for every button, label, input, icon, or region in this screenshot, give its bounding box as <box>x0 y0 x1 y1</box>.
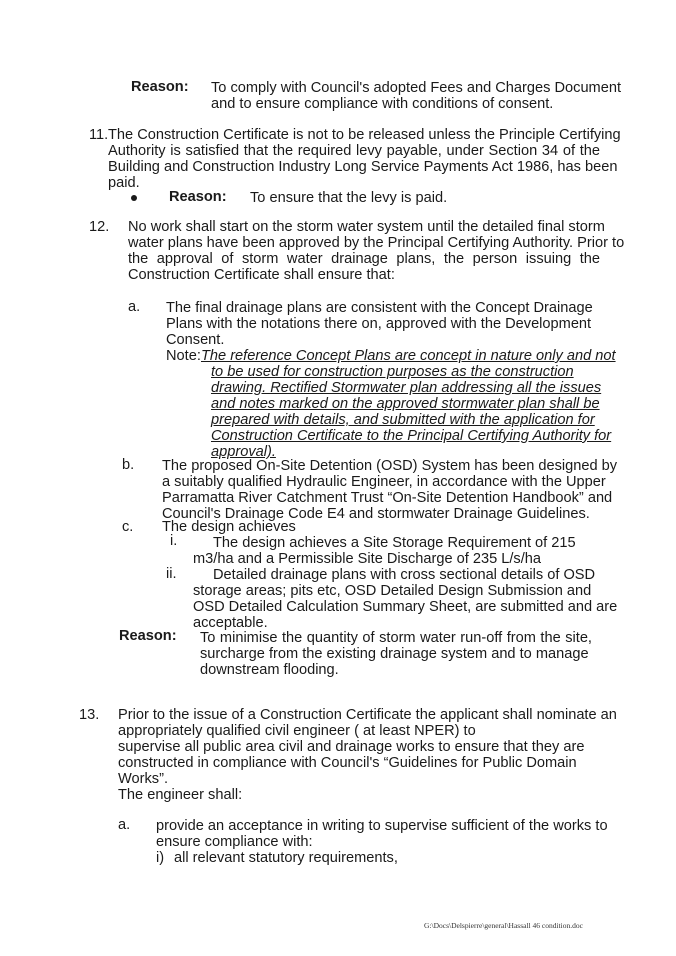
note-text: approval). <box>211 444 276 460</box>
condition-text: The engineer shall: <box>118 787 243 803</box>
reason-label: Reason: <box>119 628 177 644</box>
sub-item-label: i. <box>170 533 178 549</box>
item-text: The design achieves <box>162 519 296 535</box>
condition-text: Prior to the issue of a Construction Certificate the applicant shall nominate an <box>118 707 617 723</box>
item-letter: c. <box>122 519 134 535</box>
reason-label: Reason: <box>131 79 189 95</box>
item-text: The final drainage plans are consistent with the Concept Drainage <box>166 300 593 316</box>
item-text: Council's Drainage Code E4 and stormwater Drainage Guidelines. <box>162 506 590 522</box>
condition-text: supervise all public area civil and drainage works to ensure that they are <box>118 739 585 755</box>
item-letter: b. <box>122 457 135 473</box>
note-label: Note: <box>166 348 201 364</box>
footer-file-path: G:\Docs\Delspierre\general\Hassall 46 condition.doc <box>424 921 583 930</box>
reason-text: and to ensure compliance with conditions of consent. <box>211 96 554 112</box>
reason-text: surcharge from the existing drainage system and to manage <box>200 646 589 662</box>
item-text: provide an acceptance in writing to supervise sufficient of the works to <box>156 818 608 834</box>
sub-item-text: OSD Detailed Calculation Summary Sheet, are submitted and are <box>193 599 618 615</box>
note-text: Construction Certificate to the Principal Certifying Authority for <box>211 428 612 444</box>
condition-text: paid. <box>108 175 140 191</box>
condition-text: Authority is satisfied that the required levy payable, under Section 34 of the <box>108 143 600 159</box>
note-text: to be used for construction purposes as the construction <box>211 364 574 380</box>
condition-number: 11. <box>89 127 109 143</box>
sub-item-label: i) <box>156 850 165 866</box>
condition-text: The Construction Certificate is not to be released unless the Principle Certifying <box>108 127 621 143</box>
condition-text: water plans have been approved by the Principal Certifying Authority. Prior to <box>128 235 625 251</box>
sub-item-text: Detailed drainage plans with cross sectional details of OSD <box>213 567 596 583</box>
reason-text: To minimise the quantity of storm water run-off from the site, <box>200 630 592 646</box>
item-text: Plans with the notations there on, approved with the Development <box>166 316 592 332</box>
condition-text: the approval of storm water drainage plans, the person issuing the <box>128 251 600 267</box>
reason-text: To comply with Council's adopted Fees and Charges Document <box>211 80 621 96</box>
item-letter: a. <box>118 817 131 833</box>
condition-text: Works”. <box>118 771 168 787</box>
condition-text: No work shall start on the storm water system until the detailed final storm <box>128 219 605 235</box>
sub-item-text: The design achieves a Site Storage Requirement of 215 <box>213 535 576 551</box>
note-text: drawing. Rectified Stormwater plan addressing all the issues <box>211 380 602 396</box>
item-letter: a. <box>128 299 141 315</box>
bullet-icon <box>131 195 137 201</box>
condition-text: appropriately qualified civil engineer ( at least NPER) to <box>118 723 476 739</box>
sub-item-text: all relevant statutory requirements, <box>174 850 398 866</box>
sub-item-text: acceptable. <box>193 615 268 631</box>
condition-text: Construction Certificate shall ensure that: <box>128 267 395 283</box>
item-text: a suitably qualified Hydraulic Engineer, in accordance with the Upper <box>162 474 606 490</box>
note-text: prepared with details, and submitted with the application for <box>211 412 595 428</box>
note-text: and notes marked on the approved stormwater plan shall be <box>211 396 600 412</box>
note-text: The reference Concept Plans are concept in nature only and not <box>201 348 616 364</box>
condition-number: 12. <box>89 219 110 235</box>
sub-item-label: ii. <box>166 566 177 582</box>
item-text: Parramatta River Catchment Trust “On-Site Detention Handbook” and <box>162 490 613 506</box>
condition-number: 13. <box>79 707 100 723</box>
item-text: Consent. <box>166 332 225 348</box>
item-text: The proposed On-Site Detention (OSD) System has been designed by <box>162 458 618 474</box>
sub-item-text: storage areas; pits etc, OSD Detailed Design Submission and <box>193 583 592 599</box>
reason-text: downstream flooding. <box>200 662 339 678</box>
condition-text: constructed in compliance with Council's “Guidelines for Public Domain <box>118 755 577 771</box>
reason-label: Reason: <box>169 189 227 205</box>
item-text: ensure compliance with: <box>156 834 313 850</box>
sub-item-text: m3/ha and a Permissible Site Discharge of 235 L/s/ha <box>193 551 542 567</box>
reason-text: To ensure that the levy is paid. <box>250 190 448 206</box>
condition-text: Building and Construction Industry Long Service Payments Act 1986, has been <box>108 159 618 175</box>
